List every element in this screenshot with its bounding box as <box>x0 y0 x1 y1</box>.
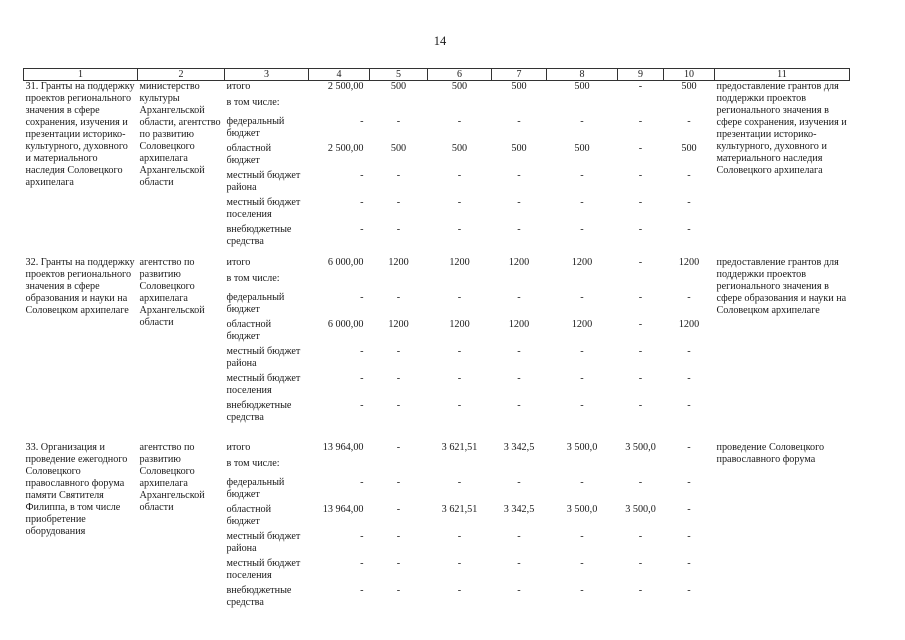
amount-cell: 3 342,5 <box>503 442 535 453</box>
amount-cell: 2 500,00 <box>327 143 364 154</box>
amount-cell: - <box>360 292 364 303</box>
amount-cell: 1200 <box>678 257 700 268</box>
amount-cell: 500 <box>390 81 407 92</box>
amount-cell: - <box>457 292 462 303</box>
column-header: 8 <box>547 69 618 81</box>
amount-cell <box>620 97 662 116</box>
amount-cell: - <box>580 116 584 127</box>
amount-cell <box>372 273 426 292</box>
amount-cell: 3 500,0 <box>625 504 656 515</box>
amount-cell: - <box>580 373 584 384</box>
amount-cell: 500 <box>511 143 527 154</box>
amount-cell <box>666 97 713 116</box>
amount-cell: - <box>517 170 521 181</box>
amount-cell: - <box>687 224 691 235</box>
header-row <box>24 69 850 81</box>
amount-cell <box>494 273 545 292</box>
amount-cell: - <box>638 373 643 384</box>
amount-cell: - <box>638 116 643 127</box>
source-label: в том числе: <box>226 458 280 469</box>
amount-cell: - <box>517 373 521 384</box>
amount-cell: - <box>396 442 401 453</box>
amount-cell: - <box>396 116 401 127</box>
value-column-10 <box>664 257 715 427</box>
amount-cell: - <box>580 558 584 569</box>
value-column-10 <box>664 442 715 612</box>
amount-cell <box>549 273 616 292</box>
amount-cell: - <box>457 224 462 235</box>
amount-cell: - <box>457 400 462 411</box>
amount-cell: - <box>687 346 691 357</box>
value-column-6 <box>428 442 492 612</box>
amount-cell <box>430 458 490 477</box>
amount-cell: 500 <box>574 143 590 154</box>
amount-cell: - <box>517 558 521 569</box>
source-label: областной бюджет <box>226 504 272 527</box>
amount-cell: - <box>396 170 401 181</box>
value-column-8 <box>547 257 618 427</box>
amount-cell: - <box>396 531 401 542</box>
source-label: итого <box>226 257 251 268</box>
program-table <box>23 68 850 612</box>
amount-cell: - <box>457 558 462 569</box>
amount-cell <box>549 458 616 477</box>
funding-sources <box>225 257 309 427</box>
amount-cell: - <box>638 319 643 330</box>
amount-cell: 3 500,0 <box>566 504 598 515</box>
source-label: местный бюджет поселения <box>226 558 301 581</box>
amount-cell: - <box>457 170 462 181</box>
spacer-cell <box>24 427 850 442</box>
amount-cell <box>372 97 426 116</box>
amount-cell: 500 <box>451 81 468 92</box>
funding-sources <box>225 442 309 612</box>
amount-cell: 1200 <box>449 257 470 268</box>
value-column-5 <box>370 442 428 612</box>
amount-cell: 6 000,00 <box>327 319 364 330</box>
source-label: федеральный бюджет <box>226 292 285 315</box>
amount-cell: 3 621,51 <box>441 504 478 515</box>
amount-cell: - <box>360 558 364 569</box>
value-column-7 <box>492 81 547 252</box>
source-label: внебюджетные средства <box>226 585 292 608</box>
column-header: 1 <box>24 69 138 81</box>
expected-result: предоставление грантов для поддержки проектов регионального значения в сфере образования и науки на Соловецком архипелаге <box>716 257 847 316</box>
amount-cell <box>666 458 713 477</box>
amount-cell: - <box>638 400 643 411</box>
value-column-4 <box>309 442 370 612</box>
source-label: областной бюджет <box>226 143 272 166</box>
amount-cell <box>494 97 545 116</box>
amount-cell: - <box>638 143 643 154</box>
amount-cell: 3 621,51 <box>441 442 478 453</box>
source-label: местный бюджет поселения <box>226 197 301 220</box>
value-column-4 <box>309 81 370 252</box>
amount-cell: - <box>360 346 364 357</box>
amount-cell: 1200 <box>449 319 470 330</box>
amount-cell: - <box>396 585 401 596</box>
amount-cell: - <box>360 585 364 596</box>
executor: агентство по развитию Соловецкого архипелага Архангельской области <box>139 257 205 328</box>
executor: агентство по развитию Соловецкого архипелага Архангельской области <box>139 442 205 513</box>
column-header: 7 <box>492 69 547 81</box>
amount-cell <box>620 458 662 477</box>
amount-cell <box>620 273 662 292</box>
amount-cell: - <box>396 224 401 235</box>
amount-cell: - <box>638 224 643 235</box>
source-label: внебюджетные средства <box>226 224 292 247</box>
amount-cell: - <box>457 477 462 488</box>
amount-cell: - <box>580 585 584 596</box>
amount-cell: - <box>396 346 401 357</box>
amount-cell: - <box>396 373 401 384</box>
column-header: 6 <box>428 69 492 81</box>
amount-cell: - <box>457 116 462 127</box>
source-label: в том числе: <box>226 273 280 284</box>
amount-cell: - <box>517 224 521 235</box>
value-column-10 <box>664 81 715 252</box>
column-header: 11 <box>715 69 850 81</box>
measure-row <box>24 257 850 427</box>
source-label: в том числе: <box>226 97 280 108</box>
amount-cell: - <box>687 558 691 569</box>
amount-cell: - <box>687 116 691 127</box>
amount-cell: - <box>457 373 462 384</box>
value-column-5 <box>370 257 428 427</box>
amount-cell: 1200 <box>508 319 530 330</box>
source-label: федеральный бюджет <box>226 477 285 500</box>
value-column-4 <box>309 257 370 427</box>
expected-result: проведение Соловецкого православного форума <box>716 442 825 465</box>
amount-cell: 1200 <box>571 319 593 330</box>
source-label: итого <box>226 81 251 92</box>
amount-cell: - <box>638 197 643 208</box>
amount-cell: - <box>687 373 691 384</box>
amount-cell: 3 342,5 <box>503 504 535 515</box>
executor: министерство культуры Архангельской области, агентство по развитию Соловецкого архипелага Архангельской области <box>139 81 221 188</box>
amount-cell: 500 <box>511 81 527 92</box>
amount-cell: - <box>687 442 691 453</box>
amount-cell: - <box>396 558 401 569</box>
amount-cell: - <box>360 531 364 542</box>
amount-cell: - <box>580 170 584 181</box>
source-label: местный бюджет района <box>226 346 301 369</box>
amount-cell: - <box>638 346 643 357</box>
amount-cell: - <box>638 531 643 542</box>
amount-cell: 13 964,00 <box>322 504 364 515</box>
amount-cell: - <box>360 170 364 181</box>
amount-cell: - <box>687 504 691 515</box>
amount-cell: - <box>638 257 643 268</box>
amount-cell: 13 964,00 <box>322 442 364 453</box>
amount-cell: - <box>517 197 521 208</box>
amount-cell: - <box>457 531 462 542</box>
amount-cell: - <box>580 477 584 488</box>
amount-cell: 2 500,00 <box>327 81 364 92</box>
amount-cell: - <box>517 585 521 596</box>
amount-cell: - <box>638 558 643 569</box>
amount-cell: - <box>687 477 691 488</box>
column-header: 10 <box>664 69 715 81</box>
measure-row <box>24 81 850 252</box>
amount-cell: - <box>396 477 401 488</box>
amount-cell: 1200 <box>678 319 700 330</box>
amount-cell: - <box>360 400 364 411</box>
value-column-9 <box>618 81 664 252</box>
amount-cell: 3 500,0 <box>566 442 598 453</box>
amount-cell <box>666 273 713 292</box>
row-spacer <box>24 427 850 442</box>
amount-cell: - <box>517 116 521 127</box>
value-column-8 <box>547 81 618 252</box>
measure-name: 31. Гранты на поддержку проектов регионального значения в сфере сохранения, изучения и презентации историко-культурного, духовного и материального наследия Соловецкого архипелага <box>25 81 135 188</box>
amount-cell: - <box>687 531 691 542</box>
value-column-7 <box>492 257 547 427</box>
value-column-9 <box>618 442 664 612</box>
amount-cell: 500 <box>574 81 590 92</box>
value-column-6 <box>428 81 492 252</box>
amount-cell: 1200 <box>508 257 530 268</box>
amount-cell: - <box>517 346 521 357</box>
measure-name: 33. Организация и проведение ежегодного Соловецкого православного форума памяти Святителя Филиппа, в том числе приобретение оборудования <box>25 442 128 537</box>
amount-cell: 500 <box>390 143 407 154</box>
amount-cell: - <box>517 400 521 411</box>
amount-cell: - <box>580 292 584 303</box>
amount-cell: - <box>580 224 584 235</box>
amount-cell: - <box>580 400 584 411</box>
source-label: областной бюджет <box>226 319 272 342</box>
amount-cell: - <box>580 346 584 357</box>
amount-cell: - <box>517 477 521 488</box>
column-header: 3 <box>225 69 309 81</box>
amount-cell: - <box>638 81 643 92</box>
amount-cell <box>311 273 368 292</box>
amount-cell: - <box>687 400 691 411</box>
source-label: местный бюджет района <box>226 531 301 554</box>
amount-cell: - <box>638 477 643 488</box>
amount-cell: - <box>638 170 643 181</box>
value-column-7 <box>492 442 547 612</box>
amount-cell: - <box>638 292 643 303</box>
amount-cell: 6 000,00 <box>327 257 364 268</box>
source-label: итого <box>226 442 251 453</box>
amount-cell: - <box>360 116 364 127</box>
funding-sources <box>225 81 309 252</box>
source-label: местный бюджет района <box>226 170 301 193</box>
value-column-9 <box>618 257 664 427</box>
source-label: внебюджетные средства <box>226 400 292 423</box>
amount-cell: 3 500,0 <box>625 442 656 453</box>
amount-cell: - <box>580 197 584 208</box>
column-header: 9 <box>618 69 664 81</box>
amount-cell <box>311 97 368 116</box>
column-header: 4 <box>309 69 370 81</box>
source-label: федеральный бюджет <box>226 116 285 139</box>
amount-cell <box>549 97 616 116</box>
amount-cell: - <box>457 585 462 596</box>
amount-cell: - <box>396 292 401 303</box>
amount-cell: - <box>517 531 521 542</box>
amount-cell: - <box>687 170 691 181</box>
amount-cell: 1200 <box>388 319 409 330</box>
amount-cell <box>311 458 368 477</box>
value-column-5 <box>370 81 428 252</box>
amount-cell: - <box>638 585 643 596</box>
expected-result: предоставление грантов для поддержки проектов регионального значения в сфере сохранения, изучения и презентации историко-культурного, духовного и материального наследия Соловецкого архипелага <box>716 81 847 176</box>
amount-cell: - <box>360 197 364 208</box>
amount-cell: 500 <box>681 81 697 92</box>
source-label: местный бюджет поселения <box>226 373 301 396</box>
amount-cell: - <box>360 224 364 235</box>
amount-cell: - <box>396 400 401 411</box>
column-header: 2 <box>138 69 225 81</box>
amount-cell: - <box>517 292 521 303</box>
amount-cell: 1200 <box>388 257 409 268</box>
amount-cell: - <box>360 477 364 488</box>
amount-cell: 1200 <box>571 257 593 268</box>
amount-cell: - <box>396 504 401 515</box>
amount-cell: - <box>457 197 462 208</box>
value-column-6 <box>428 257 492 427</box>
amount-cell: - <box>396 197 401 208</box>
amount-cell: - <box>360 373 364 384</box>
amount-cell <box>430 97 490 116</box>
amount-cell: - <box>580 531 584 542</box>
value-column-8 <box>547 442 618 612</box>
amount-cell <box>430 273 490 292</box>
amount-cell: - <box>687 585 691 596</box>
amount-cell: - <box>457 346 462 357</box>
amount-cell: 500 <box>451 143 468 154</box>
column-header: 5 <box>370 69 428 81</box>
amount-cell: - <box>687 197 691 208</box>
amount-cell: 500 <box>681 143 697 154</box>
measure-name: 32. Гранты на поддержку проектов регионального значения в сфере образования и науки на Соловецком архипелаге <box>25 257 135 316</box>
amount-cell <box>494 458 545 477</box>
amount-cell: - <box>687 292 691 303</box>
amount-cell <box>372 458 426 477</box>
measure-row <box>24 442 850 612</box>
page-number: 14 <box>433 34 447 48</box>
